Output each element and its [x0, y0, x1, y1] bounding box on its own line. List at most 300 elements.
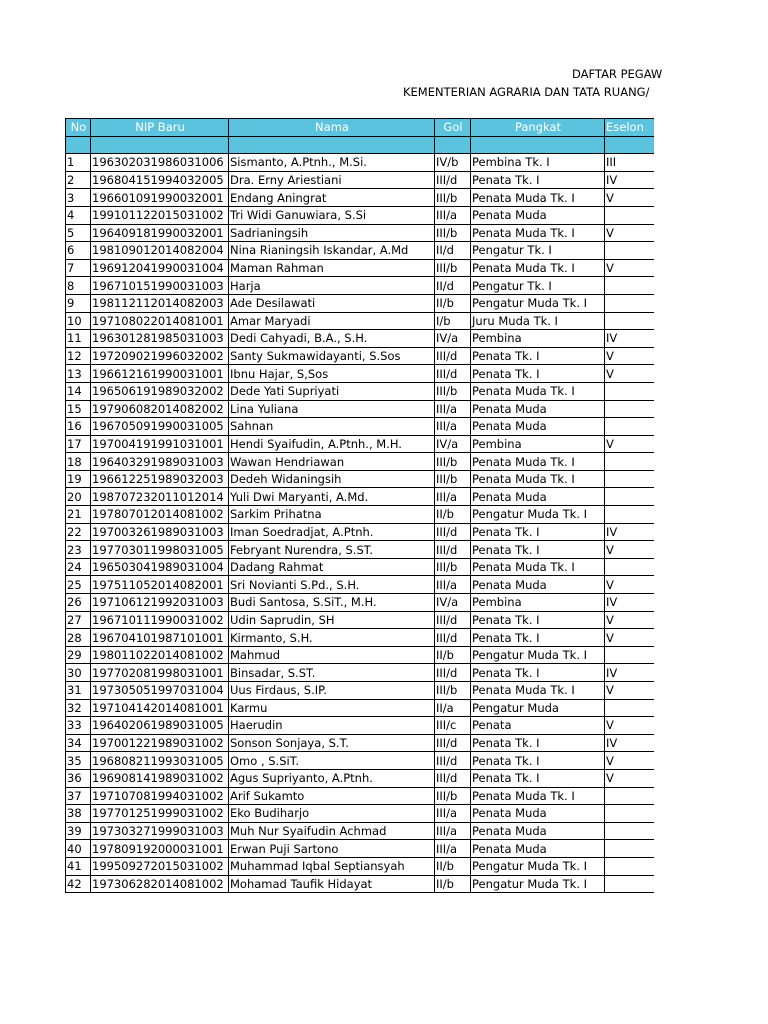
cell-nip[interactable]: 197107081994031002	[91, 787, 229, 805]
table-row	[66, 541, 655, 559]
cell-no[interactable]: 33	[66, 717, 91, 735]
cell-nip[interactable]: 197306282014081002	[91, 875, 229, 893]
cell-gol[interactable]: III/a	[435, 805, 471, 823]
cell-pangkat[interactable]: Penata Muda	[471, 206, 605, 224]
cell-pangkat[interactable]: Penata Muda	[471, 822, 605, 840]
cell-nip[interactable]: 197209021996032002	[91, 347, 229, 365]
cell-nip[interactable]: 197104142014081001	[91, 699, 229, 717]
cell-pangkat[interactable]: Penata Muda	[471, 805, 605, 823]
cell-no[interactable]: 19	[66, 470, 91, 488]
cell-pangkat[interactable]: Penata Tk. I	[471, 171, 605, 189]
cell-eselon[interactable]	[605, 206, 655, 224]
cell-gol[interactable]: II/b	[435, 857, 471, 875]
cell-eselon[interactable]: IV	[605, 664, 655, 682]
cell-nama[interactable]: Budi Santosa, S.SiT., M.H.	[229, 594, 435, 612]
cell-nama[interactable]: Sonson Sonjaya, S.T.	[229, 734, 435, 752]
cell-nama[interactable]: Omo , S.SiT.	[229, 752, 435, 770]
cell-pangkat[interactable]: Penata Muda Tk. I	[471, 189, 605, 207]
cell-nama[interactable]: Ade Desilawati	[229, 294, 435, 312]
cell-no[interactable]: 6	[66, 242, 91, 260]
cell-no[interactable]: 21	[66, 506, 91, 524]
cell-gol[interactable]: I/b	[435, 312, 471, 330]
cell-gol[interactable]: III/d	[435, 365, 471, 383]
cell-pangkat[interactable]: Penata Tk. I	[471, 523, 605, 541]
cell-eselon[interactable]	[605, 840, 655, 858]
cell-nip[interactable]: 197809192000031001	[91, 840, 229, 858]
cell-no[interactable]: 36	[66, 769, 91, 787]
cell-no[interactable]: 9	[66, 294, 91, 312]
cell-nama[interactable]: Uus Firdaus, S.IP.	[229, 682, 435, 700]
cell-nama[interactable]: Nina Rianingsih Iskandar, A.Md	[229, 242, 435, 260]
cell-eselon[interactable]: V	[605, 611, 655, 629]
cell-gol[interactable]: III/b	[435, 470, 471, 488]
cell-nama[interactable]: Sismanto, A.Ptnh., M.Si.	[229, 154, 435, 172]
cell-eselon[interactable]: V	[605, 717, 655, 735]
cell-nip[interactable]: 197701251999031002	[91, 805, 229, 823]
cell-pangkat[interactable]: Penata Muda Tk. I	[471, 453, 605, 471]
cell-eselon[interactable]	[605, 294, 655, 312]
table-row	[66, 154, 655, 172]
cell-nip[interactable]: 198109012014082004	[91, 242, 229, 260]
table-row	[66, 259, 655, 277]
cell-eselon[interactable]	[605, 242, 655, 260]
cell-no[interactable]: 7	[66, 259, 91, 277]
cell-nip[interactable]: 196710151990031003	[91, 277, 229, 295]
table-row	[66, 822, 655, 840]
cell-pangkat[interactable]: Pengatur Tk. I	[471, 277, 605, 295]
cell-gol[interactable]: III/d	[435, 629, 471, 647]
cell-pangkat[interactable]: Pengatur Tk. I	[471, 242, 605, 260]
cell-eselon[interactable]: IV	[605, 330, 655, 348]
cell-nip[interactable]: 196302031986031006	[91, 154, 229, 172]
cell-nip[interactable]: 197003261989031003	[91, 523, 229, 541]
cell-eselon[interactable]	[605, 400, 655, 418]
cell-no[interactable]: 37	[66, 787, 91, 805]
cell-nama[interactable]: Dedi Cahyadi, B.A., S.H.	[229, 330, 435, 348]
table-header-spacer-row	[66, 136, 655, 154]
cell-eselon[interactable]	[605, 857, 655, 875]
table-row	[66, 277, 655, 295]
cell-eselon[interactable]	[605, 488, 655, 506]
cell-gol[interactable]: II/d	[435, 277, 471, 295]
cell-nip[interactable]: 196704101987101001	[91, 629, 229, 647]
cell-nama[interactable]: Sadrianingsih	[229, 224, 435, 242]
cell-eselon[interactable]: IV	[605, 523, 655, 541]
cell-no[interactable]: 32	[66, 699, 91, 717]
cell-nama[interactable]: Mahmud	[229, 646, 435, 664]
cell-pangkat[interactable]: Penata Tk. I	[471, 629, 605, 647]
cell-no[interactable]: 3	[66, 189, 91, 207]
cell-pangkat[interactable]: Penata Muda	[471, 576, 605, 594]
table-row	[66, 470, 655, 488]
table-row	[66, 347, 655, 365]
cell-nip[interactable]: 197108022014081001	[91, 312, 229, 330]
table-row	[66, 805, 655, 823]
cell-pangkat[interactable]: Penata Muda	[471, 400, 605, 418]
cell-pangkat[interactable]: Penata Muda Tk. I	[471, 259, 605, 277]
cell-no[interactable]: 23	[66, 541, 91, 559]
cell-no[interactable]: 31	[66, 682, 91, 700]
cell-no[interactable]: 14	[66, 382, 91, 400]
cell-gol[interactable]: III/c	[435, 717, 471, 735]
cell-nip[interactable]: 199509272015031002	[91, 857, 229, 875]
cell-gol[interactable]: II/b	[435, 646, 471, 664]
cell-pangkat[interactable]: Penata Tk. I	[471, 347, 605, 365]
cell-nip[interactable]: 197106121992031003	[91, 594, 229, 612]
cell-eselon[interactable]	[605, 382, 655, 400]
cell-no[interactable]: 41	[66, 857, 91, 875]
cell-gol[interactable]: III/b	[435, 189, 471, 207]
cell-nama[interactable]: Sri Novianti S.Pd., S.H.	[229, 576, 435, 594]
cell-no[interactable]: 11	[66, 330, 91, 348]
cell-nama[interactable]: Amar Maryadi	[229, 312, 435, 330]
cell-eselon[interactable]: V	[605, 189, 655, 207]
cell-gol[interactable]: III/b	[435, 787, 471, 805]
cell-gol[interactable]: II/a	[435, 699, 471, 717]
employee-table	[65, 118, 654, 893]
cell-gol[interactable]: III/d	[435, 541, 471, 559]
cell-nip[interactable]: 196403291989031003	[91, 453, 229, 471]
cell-nip[interactable]: 196612161990031001	[91, 365, 229, 383]
spacer-cell[interactable]	[91, 136, 229, 154]
cell-nip[interactable]: 197001221989031002	[91, 734, 229, 752]
cell-eselon[interactable]: V	[605, 769, 655, 787]
cell-nama[interactable]: Arif Sukamto	[229, 787, 435, 805]
cell-gol[interactable]: III/d	[435, 752, 471, 770]
cell-nip[interactable]: 198707232011012014	[91, 488, 229, 506]
cell-pangkat[interactable]: Penata Tk. I	[471, 769, 605, 787]
table-row	[66, 787, 655, 805]
cell-nama[interactable]: Haerudin	[229, 717, 435, 735]
cell-nip[interactable]: 196402061989031005	[91, 717, 229, 735]
table-row	[66, 875, 655, 893]
cell-eselon[interactable]: IV	[605, 594, 655, 612]
cell-pangkat[interactable]: Pembina Tk. I	[471, 154, 605, 172]
cell-nip[interactable]: 196912041990031004	[91, 259, 229, 277]
cell-gol[interactable]: II/b	[435, 294, 471, 312]
cell-nip[interactable]: 197906082014082002	[91, 400, 229, 418]
cell-no[interactable]: 18	[66, 453, 91, 471]
cell-eselon[interactable]: V	[605, 629, 655, 647]
cell-nama[interactable]: Agus Supriyanto, A.Ptnh.	[229, 769, 435, 787]
column-header-nip[interactable]: NIP Baru	[91, 119, 229, 137]
table-row	[66, 242, 655, 260]
cell-nip[interactable]: 197703011998031005	[91, 541, 229, 559]
cell-eselon[interactable]	[605, 470, 655, 488]
cell-nip[interactable]: 196301281985031003	[91, 330, 229, 348]
cell-pangkat[interactable]: Pengatur Muda Tk. I	[471, 875, 605, 893]
cell-nama[interactable]: Febryant Nurendra, S.ST.	[229, 541, 435, 559]
column-header-nama[interactable]: Nama	[229, 119, 435, 137]
cell-pangkat[interactable]: Penata Muda Tk. I	[471, 382, 605, 400]
cell-nama[interactable]: Sarkim Prihatna	[229, 506, 435, 524]
cell-nip[interactable]: 198112112014082003	[91, 294, 229, 312]
cell-pangkat[interactable]: Penata Tk. I	[471, 664, 605, 682]
cell-gol[interactable]: IV/a	[435, 435, 471, 453]
cell-eselon[interactable]	[605, 787, 655, 805]
cell-nip[interactable]: 197004191991031001	[91, 435, 229, 453]
cell-gol[interactable]: IV/a	[435, 330, 471, 348]
cell-nama[interactable]: Mohamad Taufik Hidayat	[229, 875, 435, 893]
table-row	[66, 699, 655, 717]
cell-nip[interactable]: 197807012014081002	[91, 506, 229, 524]
cell-nama[interactable]: Dra. Erny Ariestiani	[229, 171, 435, 189]
cell-nip[interactable]: 197702081998031001	[91, 664, 229, 682]
cell-gol[interactable]: III/a	[435, 822, 471, 840]
cell-nip[interactable]: 196808211993031005	[91, 752, 229, 770]
cell-eselon[interactable]: V	[605, 224, 655, 242]
spacer-cell[interactable]	[66, 136, 91, 154]
table-row	[66, 488, 655, 506]
cell-gol[interactable]: III/d	[435, 664, 471, 682]
cell-pangkat[interactable]: Pengatur Muda Tk. I	[471, 646, 605, 664]
cell-gol[interactable]: III/b	[435, 558, 471, 576]
table-row	[66, 294, 655, 312]
cell-nip[interactable]: 197305051997031004	[91, 682, 229, 700]
cell-pangkat[interactable]: Penata Tk. I	[471, 611, 605, 629]
cell-pangkat[interactable]: Pengatur Muda Tk. I	[471, 857, 605, 875]
table-row	[66, 400, 655, 418]
cell-eselon[interactable]: IV	[605, 734, 655, 752]
cell-no[interactable]: 12	[66, 347, 91, 365]
cell-nama[interactable]: Endang Aningrat	[229, 189, 435, 207]
cell-nama[interactable]: Erwan Puji Sartono	[229, 840, 435, 858]
cell-nama[interactable]: Muhammad Iqbal Septiansyah	[229, 857, 435, 875]
cell-nip[interactable]: 199101122015031002	[91, 206, 229, 224]
cell-nip[interactable]: 198011022014081002	[91, 646, 229, 664]
table-row	[66, 576, 655, 594]
cell-no[interactable]: 26	[66, 594, 91, 612]
column-header-no[interactable]: No	[66, 119, 91, 137]
cell-nama[interactable]: Kirmanto, S.H.	[229, 629, 435, 647]
cell-eselon[interactable]	[605, 277, 655, 295]
cell-no[interactable]: 35	[66, 752, 91, 770]
cell-eselon[interactable]: V	[605, 365, 655, 383]
cell-eselon[interactable]: V	[605, 682, 655, 700]
document-title: DAFTAR PEGAW	[572, 67, 663, 81]
document-subtitle: KEMENTERIAN AGRARIA DAN TATA RUANG/	[403, 85, 650, 99]
cell-no[interactable]: 17	[66, 435, 91, 453]
cell-gol[interactable]: III/d	[435, 769, 471, 787]
spacer-cell[interactable]	[435, 136, 471, 154]
cell-gol[interactable]: III/b	[435, 382, 471, 400]
cell-no[interactable]: 38	[66, 805, 91, 823]
cell-pangkat[interactable]: Penata Muda Tk. I	[471, 558, 605, 576]
cell-nama[interactable]: Muh Nur Syaifudin Achmad	[229, 822, 435, 840]
cell-eselon[interactable]	[605, 558, 655, 576]
cell-eselon[interactable]: V	[605, 541, 655, 559]
cell-gol[interactable]: III/a	[435, 840, 471, 858]
cell-eselon[interactable]	[605, 418, 655, 436]
cell-nip[interactable]: 196908141989031002	[91, 769, 229, 787]
cell-pangkat[interactable]: Pembina	[471, 594, 605, 612]
cell-nama[interactable]: Maman Rahman	[229, 259, 435, 277]
cell-nama[interactable]: Yuli Dwi Maryanti, A.Md.	[229, 488, 435, 506]
cell-pangkat[interactable]: Pembina	[471, 330, 605, 348]
cell-nama[interactable]: Santy Sukmawidayanti, S.Sos	[229, 347, 435, 365]
cell-gol[interactable]: III/d	[435, 523, 471, 541]
cell-eselon[interactable]: III	[605, 154, 655, 172]
table-row	[66, 594, 655, 612]
table-header-row	[66, 119, 655, 137]
cell-nip[interactable]: 196612251989032003	[91, 470, 229, 488]
cell-gol[interactable]: III/b	[435, 682, 471, 700]
cell-eselon[interactable]	[605, 312, 655, 330]
cell-pangkat[interactable]: Penata Muda	[471, 488, 605, 506]
table-row	[66, 506, 655, 524]
cell-nip[interactable]: 196710111990031002	[91, 611, 229, 629]
table-row	[66, 664, 655, 682]
cell-no[interactable]: 5	[66, 224, 91, 242]
cell-gol[interactable]: III/a	[435, 206, 471, 224]
table-row	[66, 224, 655, 242]
table-row	[66, 206, 655, 224]
cell-eselon[interactable]	[605, 699, 655, 717]
cell-pangkat[interactable]: Penata Muda Tk. I	[471, 682, 605, 700]
cell-pangkat[interactable]: Penata Muda Tk. I	[471, 470, 605, 488]
cell-gol[interactable]: III/d	[435, 171, 471, 189]
cell-no[interactable]: 24	[66, 558, 91, 576]
column-header-gol[interactable]: Gol	[435, 119, 471, 137]
cell-no[interactable]: 29	[66, 646, 91, 664]
cell-pangkat[interactable]: Penata	[471, 717, 605, 735]
cell-nama[interactable]: Eko Budiharjo	[229, 805, 435, 823]
cell-no[interactable]: 34	[66, 734, 91, 752]
cell-eselon[interactable]: V	[605, 347, 655, 365]
table-row	[66, 523, 655, 541]
cell-nip[interactable]: 196705091990031005	[91, 418, 229, 436]
cell-no[interactable]: 2	[66, 171, 91, 189]
cell-pangkat[interactable]: Penata Tk. I	[471, 752, 605, 770]
cell-nip[interactable]: 196601091990032001	[91, 189, 229, 207]
table-row	[66, 330, 655, 348]
cell-gol[interactable]: III/a	[435, 488, 471, 506]
cell-pangkat[interactable]: Pengatur Muda	[471, 699, 605, 717]
cell-nama[interactable]: Lina Yuliana	[229, 400, 435, 418]
cell-nip[interactable]: 196409181990032001	[91, 224, 229, 242]
cell-eselon[interactable]: IV	[605, 171, 655, 189]
cell-nama[interactable]: Sahnan	[229, 418, 435, 436]
cell-no[interactable]: 42	[66, 875, 91, 893]
table-row	[66, 611, 655, 629]
spacer-cell[interactable]	[605, 136, 655, 154]
cell-no[interactable]: 13	[66, 365, 91, 383]
table-body	[66, 154, 655, 893]
cell-nip[interactable]: 196503041989031004	[91, 558, 229, 576]
table-row	[66, 682, 655, 700]
cell-gol[interactable]: III/a	[435, 576, 471, 594]
cell-no[interactable]: 30	[66, 664, 91, 682]
cell-no[interactable]: 39	[66, 822, 91, 840]
cell-eselon[interactable]: V	[605, 259, 655, 277]
cell-no[interactable]: 20	[66, 488, 91, 506]
cell-eselon[interactable]	[605, 506, 655, 524]
cell-nama[interactable]: Dedeh Widaningsih	[229, 470, 435, 488]
table-row	[66, 435, 655, 453]
cell-no[interactable]: 8	[66, 277, 91, 295]
cell-gol[interactable]: III/b	[435, 259, 471, 277]
cell-eselon[interactable]	[605, 453, 655, 471]
cell-gol[interactable]: II/d	[435, 242, 471, 260]
cell-no[interactable]: 28	[66, 629, 91, 647]
cell-pangkat[interactable]: Penata Muda	[471, 418, 605, 436]
cell-nip[interactable]: 196506191989032002	[91, 382, 229, 400]
table-row	[66, 857, 655, 875]
cell-gol[interactable]: III/a	[435, 400, 471, 418]
cell-pangkat[interactable]: Pengatur Muda Tk. I	[471, 506, 605, 524]
spacer-cell[interactable]	[229, 136, 435, 154]
cell-no[interactable]: 16	[66, 418, 91, 436]
cell-pangkat[interactable]: Penata Muda Tk. I	[471, 224, 605, 242]
table-row	[66, 558, 655, 576]
table-row	[66, 382, 655, 400]
cell-nama[interactable]: Dadang Rahmat	[229, 558, 435, 576]
cell-nama[interactable]: Iman Soedradjat, A.Ptnh.	[229, 523, 435, 541]
cell-nip[interactable]: 196804151994032005	[91, 171, 229, 189]
cell-pangkat[interactable]: Penata Muda	[471, 840, 605, 858]
cell-nama[interactable]: Karmu	[229, 699, 435, 717]
table-row	[66, 734, 655, 752]
cell-gol[interactable]: III/d	[435, 611, 471, 629]
cell-no[interactable]: 27	[66, 611, 91, 629]
cell-gol[interactable]: II/b	[435, 875, 471, 893]
cell-no[interactable]: 15	[66, 400, 91, 418]
cell-pangkat[interactable]: Penata Tk. I	[471, 541, 605, 559]
cell-gol[interactable]: III/b	[435, 224, 471, 242]
cell-nip[interactable]: 197511052014082001	[91, 576, 229, 594]
cell-nama[interactable]: Dede Yati Supriyati	[229, 382, 435, 400]
cell-pangkat[interactable]: Penata Tk. I	[471, 734, 605, 752]
cell-eselon[interactable]	[605, 805, 655, 823]
cell-gol[interactable]: III/a	[435, 418, 471, 436]
cell-no[interactable]: 4	[66, 206, 91, 224]
cell-gol[interactable]: IV/a	[435, 594, 471, 612]
cell-eselon[interactable]: V	[605, 752, 655, 770]
cell-pangkat[interactable]: Pembina	[471, 435, 605, 453]
cell-eselon[interactable]: V	[605, 435, 655, 453]
cell-pangkat[interactable]: Penata Muda Tk. I	[471, 787, 605, 805]
cell-pangkat[interactable]: Penata Tk. I	[471, 365, 605, 383]
cell-no[interactable]: 22	[66, 523, 91, 541]
cell-nama[interactable]: Binsadar, S.ST.	[229, 664, 435, 682]
cell-no[interactable]: 10	[66, 312, 91, 330]
cell-eselon[interactable]	[605, 822, 655, 840]
cell-nama[interactable]: Harja	[229, 277, 435, 295]
cell-eselon[interactable]	[605, 646, 655, 664]
cell-gol[interactable]: III/d	[435, 347, 471, 365]
spacer-cell[interactable]	[471, 136, 605, 154]
cell-eselon[interactable]: V	[605, 576, 655, 594]
cell-nama[interactable]: Tri Widi Ganuwiara, S.Si	[229, 206, 435, 224]
cell-no[interactable]: 40	[66, 840, 91, 858]
cell-nama[interactable]: Wawan Hendriawan	[229, 453, 435, 471]
cell-nip[interactable]: 197303271999031003	[91, 822, 229, 840]
cell-nama[interactable]: Hendi Syaifudin, A.Ptnh., M.H.	[229, 435, 435, 453]
cell-pangkat[interactable]: Pengatur Muda Tk. I	[471, 294, 605, 312]
cell-no[interactable]: 25	[66, 576, 91, 594]
column-header-pangkat[interactable]: Pangkat	[471, 119, 605, 137]
cell-gol[interactable]: IV/b	[435, 154, 471, 172]
cell-pangkat[interactable]: Juru Muda Tk. I	[471, 312, 605, 330]
cell-gol[interactable]: III/b	[435, 453, 471, 471]
cell-nama[interactable]: Udin Saprudin, SH	[229, 611, 435, 629]
cell-gol[interactable]: II/b	[435, 506, 471, 524]
cell-nama[interactable]: Ibnu Hajar, S,Sos	[229, 365, 435, 383]
cell-gol[interactable]: III/d	[435, 734, 471, 752]
column-header-eselon[interactable]: Eselon	[605, 119, 655, 137]
cell-no[interactable]: 1	[66, 154, 91, 172]
cell-eselon[interactable]	[605, 875, 655, 893]
